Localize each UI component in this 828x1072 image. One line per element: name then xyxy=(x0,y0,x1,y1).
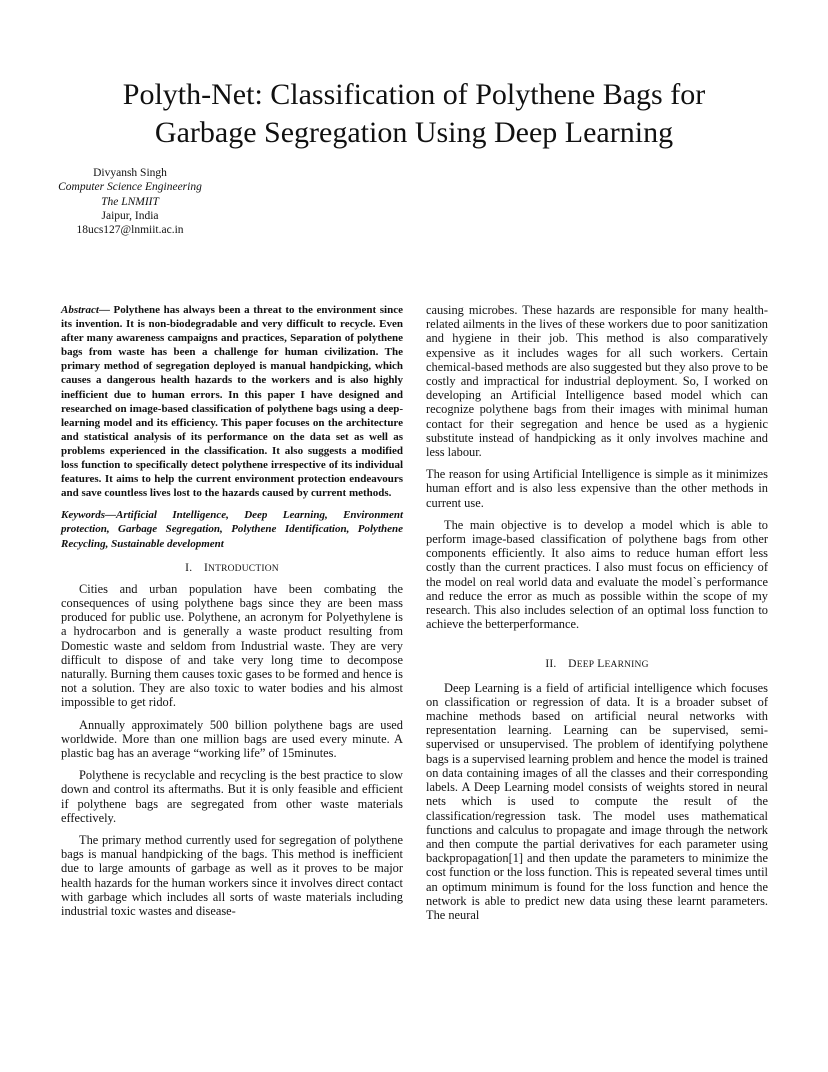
author-name: Divyansh Singh xyxy=(93,167,167,179)
abstract-text: — Polythene has always been a threat to the environment since its invention. It is non-biodegradable and very difficult to recycle. Even after many awareness campaigns and practices, Separation of polythene bags from waste has been a challenge for human civilization. The primary method of segregation deployed is manual handpicking, which causes a dangerous health hazards to the workers and is also highly inefficient due to human errors. In this paper I have designed and researched on image-based classification of polythene bags using a deep-learning model and its efficiency. This paper focuses on the architecture and statistical analysis of its performance on the data set as well as problems experienced in the classification. It also suggests a modified loss function to specifically detect polythene irrespective of its individual features. It aims to help the current environment protection endeavours and save countless lives lost to the hazards caused by current methods. xyxy=(61,304,403,500)
section-heading-introduction: I. INTRODUCTION xyxy=(185,561,279,574)
intro-paragraph-4: The primary method currently used for segregation of polythene bags is manual handpicking of the bags. This method is inefficient due to large amounts of garbage as well as it proves to be major health hazards for the human workers since it involves direct contact with garbage which includes all sorts of waste materials including industrial toxic wastes and disease- xyxy=(61,833,403,919)
paper-title xyxy=(0,76,828,152)
deep-learning-paragraph: Deep Learning is a field of artificial intelligence which focuses on classification or regression of data. It is a broader subset of machine methods based on artificial neural networks with representation learning. Learning can be supervised, semi-supervised or unsupervised. The problem of identifying polythene bags is a supervised learning problem and hence the model is trained on data containing images of all the classes and their corresponding labels. A Deep Learning model consists of weights stored in neural nets which is used to compute the result of the classification/regression task. The model uses mathematical functions and calculus to propagate and image through the network and then compute the partial derivatives for each parameter using backpropagation[1] and then update the parameters to minimize the cost function or the loss function. This is repeated several times until an optimum minimum is found for the loss function and hence the network is able to predict new data using these learnt parameters. The neural xyxy=(426,680,768,922)
title-line-2: Garbage Segregation Using Deep Learning xyxy=(154,116,674,149)
author-city: Jaipur, India xyxy=(101,209,159,222)
title-line-1: Polyth-Net: Classification of Polythene Bags for xyxy=(122,78,706,111)
keywords: Keywords—Artificial Intelligence, Deep Learning, Environment protection, Garbage Segregation, Polythene Identification, Polythene Recycling, Sustainable development xyxy=(61,509,403,550)
abstract-lead: Abstract xyxy=(61,304,99,316)
author-institute: The LNMIIT xyxy=(101,195,159,208)
intro-paragraph-1: Cities and urban population have been combating the consequences of using polythene bags since they are been mass produced for public use. Polythene, an acronym for Polyethylene is a hydrocarbon and is generally a waste product resulting from Domestic waste and seldom from Industrial waste. They are very difficult to dispose of and take very long time to decompose naturally. Burning them causes toxic gases to be formed and hence is not a solution. They are also toxic to water bodies and his almost impossible to get ridof. xyxy=(61,581,403,710)
abstract xyxy=(61,303,403,500)
intro-paragraph-6: The reason for using Artificial Intelligence is simple as it minimizes human effort and is also less expensive than the other methods in current use. xyxy=(426,467,768,510)
section-heading-deep-learning: II. DEEP LEARNING xyxy=(545,658,649,671)
left-column xyxy=(61,303,403,926)
intro-paragraph-2: Annually approximately 500 billion polythene bags are used worldwide. More than one million bags are used every minute. A plastic bag has an average “working life” of 15minutes. xyxy=(61,717,403,761)
author-email: 18ucs127@lnmiit.ac.in xyxy=(76,224,184,237)
intro-paragraph-3: Polythene is recyclable and recycling is the best practice to slow down and control its aftermaths. But it is only feasible and efficient if polythene bags are segregated from other waste materials effectively. xyxy=(61,768,403,825)
intro-paragraph-5: causing microbes. These hazards are responsible for many health-related ailments in the lives of these workers due to poor sanitization and hygiene in their job. This method is also comparatively expensive as it includes wages for all such workers. Certain chemical-based methods are also suggested but they also prove to be costly and impractical for industrial deployment. So, I worked on developing an Artificial Intelligence based model which can recognize polythene bags from their images with minimal human contact for their segregation and hence be used as a hygienic substitute instead of handpicking as it only involves machine and less labour. xyxy=(426,303,768,460)
intro-paragraph-7: The main objective is to develop a model which is able to perform image-based classification of polythene bags from other components efficiently. It also aims to reduce human effort less costly than the current practices. I also must focus on efficiency of the model on real world data and evaluate the model`s performance and reduce the error as much as possible within the scope of my research. This also includes selection of an optimal loss function to achieve the betterperformance. xyxy=(426,517,768,632)
author-department: Computer Science Engineering xyxy=(58,181,202,194)
right-column xyxy=(426,303,768,930)
author-block xyxy=(30,166,230,237)
